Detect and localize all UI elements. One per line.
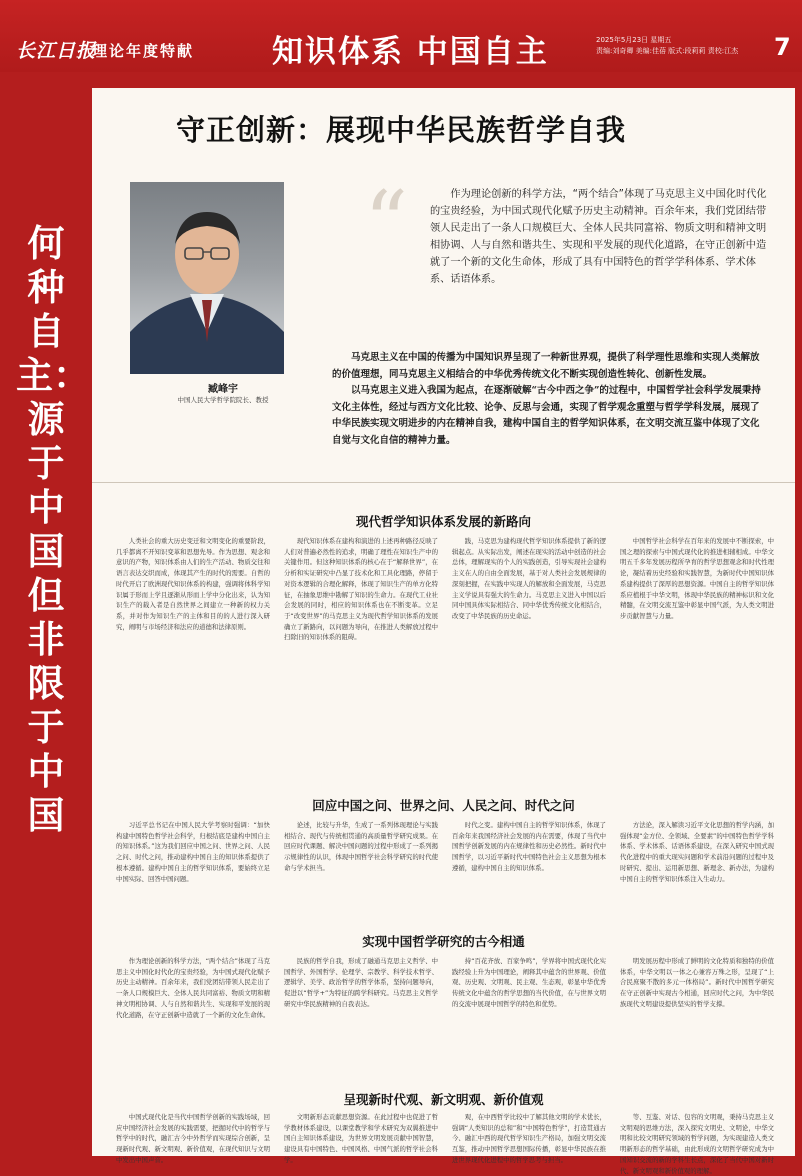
text-column: 论述，比较与升华，生成了一系列体现理论与实践相结合、现代与传统相贯通的高质量哲学研究成果。在回应时代课题、解决中国问题的过程中形成了一系列揭示规律性的认识，体现中国哲学社会科学研究的时代使命与学术担当。 <box>284 821 438 872</box>
article-abstract <box>332 350 764 449</box>
divider <box>92 482 795 483</box>
author-name: 臧峰宇 <box>208 384 238 395</box>
text-column: 等、互鉴、对话、包容的文明观，秉持马克思主义文明观的思维方法，深入探究文明史、文明论，中华文明和比较文明研究领域的哲学问题，为实现建造人类文明新形态的哲学基础，由此形成的文明哲学研究成为中国知识交流的新的学科生长点，深化了当代中国对新时代、新文明观和新价值观的理解。 <box>620 1113 774 1175</box>
section-title: 回应中国之问、世界之问、人民之问、时代之问 <box>312 798 575 813</box>
date-line: 2025年5月23日 星期五 <box>596 36 672 44</box>
staff-line: 责编:刘奇卿 美编:佳蓓 版式:段莉莉 责校:江杰 <box>596 47 739 55</box>
section-title: 实现中国哲学研究的古今相通 <box>362 934 525 949</box>
newspaper-masthead: 长江日报 <box>16 40 97 62</box>
text-column: 观，在中西哲学比较中了解其他文明的学术优长，强调“人类知识的总和”和“中国特色哲学”，打造贯通古今、融汇中西的现代哲学知识生产格局，加强文明交流互鉴，推动中国哲学思想国际传播，彰显中华民族在推进世界现代化进程中的哲学思考与担当。 <box>452 1113 606 1164</box>
author-affiliation: 中国人民大学哲学院院长、教授 <box>177 396 269 404</box>
text-column: 持“百花齐放、百家争鸣”，学界将中国式现代化实践经验上升为中国理论，阐释其中蕴含的世界观、价值观、历史观、文明观、民主观、生态观，彰显中华优秀传统文化中蕴含的哲学思想的当代价值，在与世界文明的交流中展现中国哲学的特色和优势。 <box>452 957 606 1008</box>
text-column: 人类社会的重大历史变迁和文明变化的重要阶段，几乎都离不开知识变革和思想先导。作为思想、观念和意识的产物，知识体系由人们的生产活动、物质交往和语言表达交织而成，体现其产生的时代的需要。自哲的时代开启了欧洲现代知识体系的构建，强调将体科学知识属于形而上学且逐渐从形而上学中分化出来，认为知识生产的载入者是自然世界之间建立一种新的权力关系，并对作为知识生产的主体和目的的人进行深入研究，阐明与市场经济和法应的道德和法律原则。 <box>116 537 270 631</box>
section-body <box>116 1112 776 1175</box>
side-title: 何种自主：源于中国但非限于中国 <box>16 222 90 837</box>
article-panel <box>92 88 795 1175</box>
text-column: 中国哲学社会科学在百年来的发展中不断探索，中国之理的探索与中国式现代化的推进相辅相成。中华文明五千多年发展历程所孕育的哲学思想观念和时代性理论，凝结着历史经验和实践智慧，为新时代中国知识体系建构提供了深厚的思想资源。中国自主的哲学知识体系应植根于中华文明，体现中华民族的精神标识和文化精髓，在文明交流互鉴中彰显中国气派，为人类文明进步贡献智慧与力量。 <box>620 537 774 620</box>
article-title: 守正创新：展现中华民族哲学自我 <box>176 113 627 147</box>
page-headline: 知识体系 中国自主 <box>272 34 549 70</box>
text-column: 践，马克思为建构现代哲学知识体系提供了新的逻辑起点。从实际出发，阐述在现实的活动中创造的社会总体，理解现实的个人的实践创造，引导实现社会建构主义在人的自由全面发展，基于对人类社会发展规律的深刻把握，在实践中实现人的解放和全面发展，马克思主义学说具有强大的生命力。马克思主义进入中国以后同中国具体实际相结合、同中华优秀传统文化相结合，改变了中华民族的历史命运。 <box>452 537 606 620</box>
section-label: 理论年度特献 <box>92 42 195 60</box>
page-number: 7 <box>774 33 791 61</box>
section-title: 现代哲学知识体系发展的新路向 <box>355 514 531 529</box>
text-column: 作为理论创新的科学方法，“两个结合”体现了马克思主义中国化时代化的宝贵经验，为中国式现代化赋予历史主动精神。百余年来，我们党团结带领人民走出了一条人口规模巨大、全体人民共同富裕、物质文明和精神文明相协调、人与自然和谐共生、实现和平发展的现代化道路，在守正创新中造就了一个新的文化生命体。 <box>116 957 270 1019</box>
section-body <box>116 536 776 784</box>
pull-quote: 作为理论创新的科学方法，“两个结合”体现了马克思主义中国化时代化的宝贵经验，为中国式现代化赋予历史主动精神。百余年来，我们党团结带领人民走出了一条人口规模巨大、全体人民共同富裕、物质文明和精神文明相协调、人与自然和谐共生、实现和平发展的现代化道路，在守正创新中造就了一个新的文化生命体，形成了具有中国特色的哲学学科体系、学术体系、话语体系。 <box>430 189 767 285</box>
text-column: 时代之变。建构中国自主的哲学知识体系，体现了百余年来我国经济社会发展的内在需要，体现了当代中国哲学创新发展的内在规律性和历史必然性。新时代中国哲学，以习近平新时代中国特色社会主义思想为根本遵循，建构中国自主的知识体系。 <box>452 821 606 872</box>
portrait-figure-icon <box>130 182 284 374</box>
text-column: 文明新形态贡献思想资源。在此过程中也促进了哲学教材体系建设，以课堂教学和学术研究为双翼推进中国自主知识体系建设，为世界文明发展贡献中国智慧，建设具有中国特色、中国风格、中国气派的哲学社会科学。 <box>284 1113 438 1164</box>
text-column: 明发展历程中形成了鲜明的文化特质和独特的价值体系，中华文明以一体之心兼容万殊之形，呈现了“上合民庶聚不散的多元一体格局”。新时代中国哲学研究在守正创新中实现古今相通，回应时代之问，为中华民族现代文明建设提供坚实的哲学支撑。 <box>620 957 774 1008</box>
text-column: 方法论，深入解读习近平文化思想的哲学内涵，加强体现“金方位、全领域、全要素”的中国特色哲学学科体系、学术体系、话语体系建设，在深入研究中国式现代化进程中的重大现实问题和学术前沿问题的过程中及时研究、提出、运用新思想、新理念、新办法，为建构中国自主的哲学知识体系注入生动力。 <box>620 821 774 883</box>
quote-mark-icon: “ <box>364 173 408 273</box>
section-title: 呈现新时代观、新文明观、新价值观 <box>343 1092 544 1107</box>
text-column: 中国式现代化是当代中国哲学创新的实践场域，回应中国经济社会发展的实践需要，把握时代中的哲学与哲学中的时代，融汇古今中外哲学而实现综合创新，呈现新时代观、新文明观、新价值观，在现代知识与文明中发出中国声音。 <box>116 1113 270 1164</box>
abstract-paragraph: 以马克思主义进入我国为起点，在逐渐破解“古今中西之争”的过程中，中国哲学社会科学发展秉持文化主体性，经过与西方文化比较、论争、反思与会通，实现了哲学观念重塑与哲学学科发展，展现了中华民族实现文明进步的内在精神自我，建构中国自主的哲学知识体系，在文明交流互鉴中体现了文化自觉与文化自信的精神力量。 <box>332 385 761 446</box>
text-column: 民族的哲学自我，形成了融通马克思主义哲学、中国哲学、外国哲学、伦理学、宗教学、科学技术哲学、逻辑学、美学、政治哲学的哲学体系，坚持问题导向，促进以“哲学+”为特征的跨学科研究。马克思主义哲学研究中华民族精神的自我表达。 <box>284 957 438 1008</box>
page-header <box>0 0 802 72</box>
section-body <box>116 820 776 914</box>
text-column: 习近平总书记在中国人民大学考察时强调：“加快构建中国特色哲学社会科学，归根结底是建构中国自主的知识体系。”这为我们回应中国之问、世界之问、人民之问、时代之问，推动建构中国自主的知识体系提供了根本遵循。建构中国自主的哲学知识体系，要始终立足中国实际、回答中国问题。 <box>116 821 270 883</box>
text-column: 现代知识体系在建构和演进的上述再种路径反映了人们对普遍必然性的追求，明确了理性在知识生产中的关键作用。但这种知识体系的核心在于“解释世界”，在分析和实证研究中凸显了技术化和工具化理路，停留于对资本逻辑的合理化解释，体现了知识生产的单方化特征，在抽象思维中勘解了知识的生命力。在现代工业社会发展的同时，相应的知识体系也在不断变革。立足于“改变世界”的马克思主义为现代哲学知识体系的发展确立了新路向，以问题为导向，在推进人类解放过程中扫除旧的知识体系的阻碍。 <box>284 537 438 642</box>
abstract-paragraph: 马克思主义在中国的传播为中国知识界呈现了一种新世界观，提供了科学理性思维和实现人类解放的价值理想，同马克思主义相结合的中华优秀传统文化不断实现创造性转化、创新性发展。 <box>332 352 760 380</box>
author-photo <box>130 182 284 374</box>
section-body <box>116 956 776 1080</box>
page-meta <box>596 35 738 57</box>
